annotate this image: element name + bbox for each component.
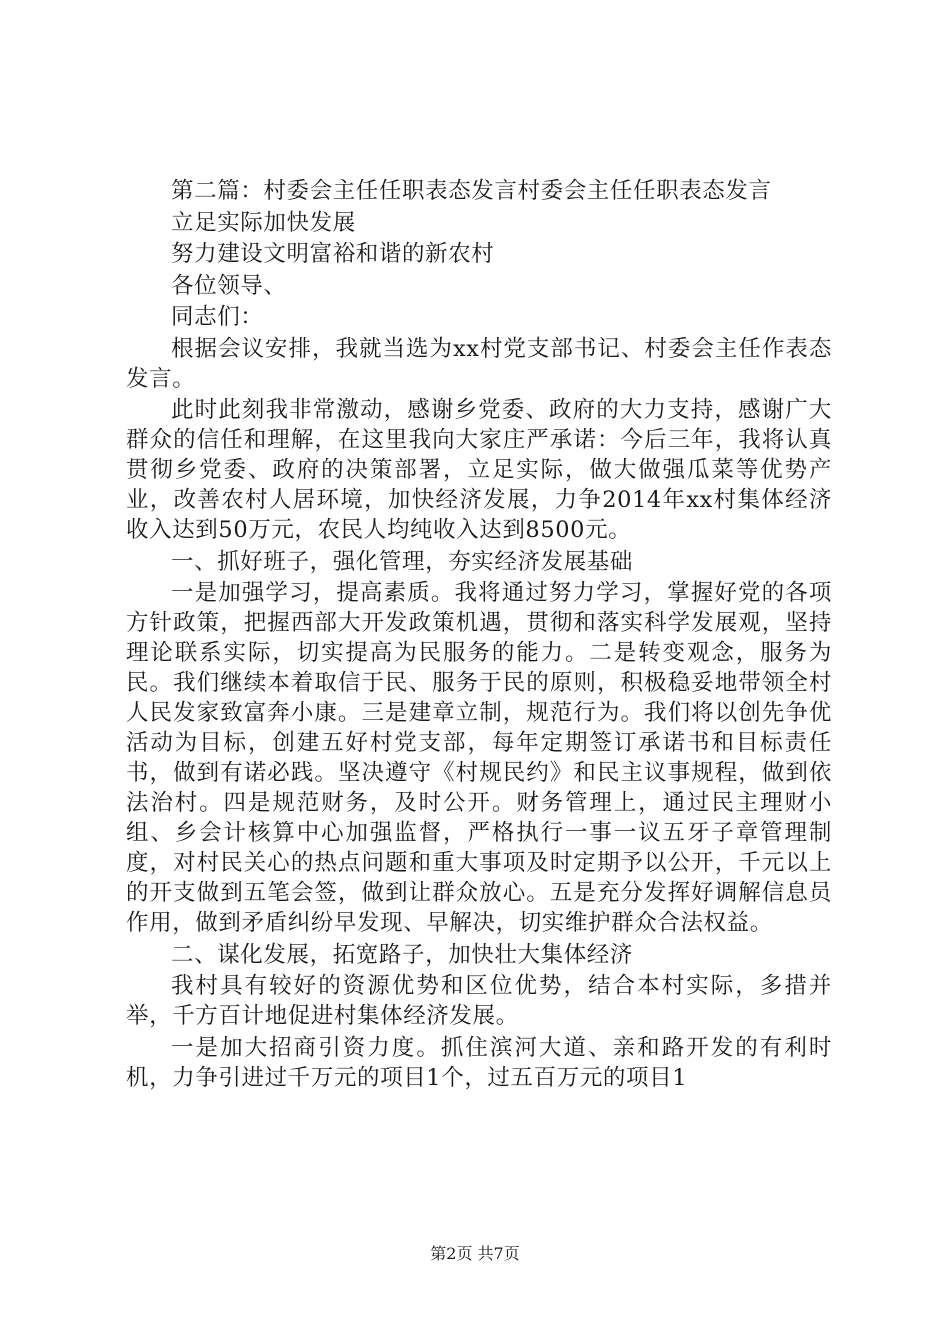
body-paragraph: 根据会议安排，我就当选为xx村党支部书记、村委会主任作表态发言。 bbox=[126, 335, 832, 392]
body-paragraph: 一是加大招商引资力度。抓住滨河大道、亲和路开发的有利时机，力争引进过千万元的项目1个，过五百万元的项目1 bbox=[126, 1034, 832, 1091]
section-title: 第二篇：村委会主任任职表态发言村委会主任任职表态发言 bbox=[171, 178, 772, 204]
speech-heading-line-1: 立足实际加快发展 bbox=[171, 209, 356, 236]
body-paragraph: 此时此刻我非常激动，感谢乡党委、政府的大力支持，感谢广大群众的信任和理解，在这里我向大家庄严承诺：今后三年，我将认真贯彻乡党委、政府的决策部署，立足实际，做大做强瓜菜等优势产业，改善农村人居环境，加快经济发展，力争2014年xx村集体经济收入达到50万元，农民人均纯收入达到8500元。 bbox=[126, 397, 832, 543]
speech-heading-line-2: 努力建设文明富裕和谐的新农村 bbox=[171, 241, 495, 267]
salutation-2: 同志们： bbox=[171, 304, 264, 330]
salutation-1: 各位领导、 bbox=[171, 272, 287, 299]
page-number-footer: 第2页 共7页 bbox=[430, 1244, 520, 1263]
body-paragraph: 我村具有较好的资源优势和区位优势，结合本村实际，多措并举，千方百计地促进村集体经济发展。 bbox=[126, 973, 832, 1029]
document-body bbox=[126, 176, 832, 1094]
body-paragraph: 一是加强学习，提高素质。我将通过努力学习，掌握好党的各项方针政策，把握西部大开发政策机遇，贯彻和落实科学发展观，坚持理论联系实际，切实提高为民服务的能力。二是转变观念，服务为民。我们继续本着取信于民、服务于民的原则，积极稳妥地带领全村人民发家致富奔小康。三是建章立制，规范行为。我们将以创先争优活动为目标，创建五好村党支部，每年定期签订承诺书和目标责任书，做到有诺必践。坚决遵守《村规民约》和民主议事规程，做到依法治村。四是规范财务，及时公开。财务管理上，通过民主理财小组、乡会计核算中心加强监督，严格执行一事一议五牙子章管理制度，对村民关心的热点问题和重大事项及时定期予以公开，千元以上的开支做到五笔会签，做到让群众放心。五是充分发挥好调解信息员作用，做到矛盾纠纷早发现、早解决，切实维护群众合法权益。 bbox=[126, 580, 832, 936]
section-heading-2: 二、谋化发展，拓宽路子，加快壮大集体经济 bbox=[171, 941, 634, 968]
section-heading-1: 一、抓好班子，强化管理，夯实经济发展基础 bbox=[171, 548, 634, 575]
